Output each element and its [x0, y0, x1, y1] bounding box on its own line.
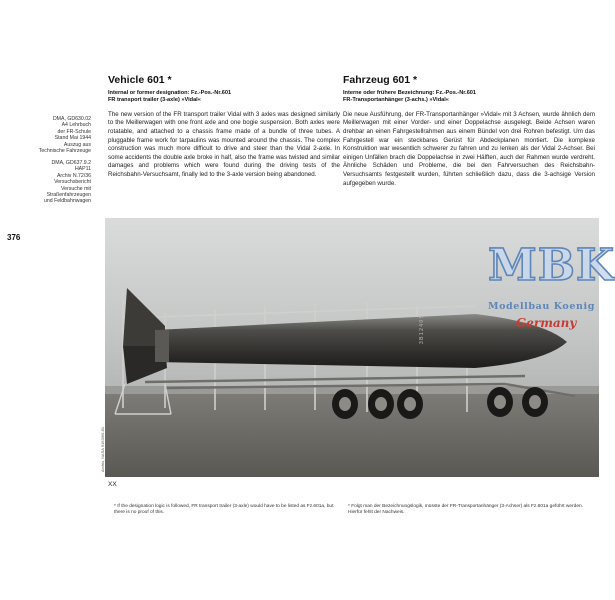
watermark-logo: MBK [488, 240, 615, 291]
margin-note-line: der FR-Schule [57, 128, 91, 135]
margin-note-line: Archiv N.72/36 [56, 172, 91, 179]
margin-note-line: DMA, GD637.9.2 [51, 160, 91, 166]
page-number: 376 [7, 233, 21, 242]
margin-note-line: Auszug aus [63, 141, 91, 148]
margin-note-source-1 [5, 116, 91, 154]
margin-note-source-2 [5, 160, 91, 205]
english-body-text: The new version of the FR transport trailer Vidal with 3 axles was designed similarly to the Meillerwagen with one front axle and one bogie suspension. Both axles were rotatable, and attached to a chassis frame made of a bundle of three tubes. A pluggable frame work for tarpaulins was mounted around the chassis. The complex construction was much more difficult to drive and steer than the Vidal 2-axle. In some accidents the double axle broke in half, also the frame was twisted and similar damages and problems which were found during the driving tests of the Reichsbahn-Versuchsamt, finally led to the 3-axle version being abandoned. [108, 110, 340, 178]
german-body-text: Die neue Ausführung, der FR-Transportanhänger »Vidal« mit 3 Achsen, wurde ähnlich dem Meillerwagen mit einer Vorder- und einer Doppelachse ausgelegt. Beide Achsen waren drehbar an einen Fahrgestellrahmen aus einem Bündel von drei Rohren befestigt. Um das Fahrgestell war ein steckbares Gerüst für Abdeckplanen montiert. Die komplexe Konstruktion war wesentlich schwerer zu fahren und zu lenken als der Vidal 2-Achser. Bei einigen Unfällen brach die Doppelachse in zwei Hälften, auch der Rahmen wurde verdreht. Ähnliche Schäden und Probleme, die bei den Fahrversuchen des Reichsbahn-Versuchsamts festgestellt wurden, führten schließlich dazu, dass die 3-achsige Version aufgegeben wurde. [343, 110, 595, 187]
margin-note-line: Versuchsbericht [54, 179, 91, 186]
rocket-marking: 3 B 1 2 4 0 5 [419, 315, 425, 344]
watermark-script: Germany [516, 316, 577, 330]
photo-caption: XX [108, 481, 117, 488]
english-trailer-name: FR transport trailer (3-axle) »Vidal« [108, 97, 201, 104]
german-designation: Interne oder frühere Bezeichnung: Fz.-Pos.-Nr.601 [343, 90, 477, 96]
english-column [108, 74, 340, 180]
german-column [343, 74, 595, 188]
margin-note-line: A4 Lehrbuch [61, 122, 91, 129]
rocket-body [155, 314, 567, 368]
margin-note-line: und Feldbahnwagen [43, 198, 91, 205]
margin-note-line: Versuche mit [61, 185, 91, 192]
german-footnote: * Folgt man der Bezeichnungslogik, müsste der FR-Transportanhänger (3-Achser) als Fz.601a geführt werden. Hierfür fehlt der Nachweis. [348, 504, 583, 515]
english-title: Vehicle 601 * [108, 74, 172, 86]
german-trailer-name: FR-Transportanhänger (3-achs.) »Vidal« [343, 97, 449, 104]
margin-note-line: HAP11 [74, 166, 91, 173]
watermark-subtitle: Modellbau Koenig [488, 301, 595, 312]
rocket-tail-ring [155, 330, 169, 362]
rear-bogie-wheels [332, 389, 423, 419]
photo-credit: Archiv, NASA 9163/60-81 [100, 426, 105, 472]
english-footnote: * If the designation logic is followed, FR transport trailer (3-axle) would have to be listed as Fz.601a, but there is no proof of this. [114, 504, 334, 515]
margin-note-line: DMA, GD630.02 [52, 116, 91, 122]
margin-note-line: Stand Mai 1944 [54, 135, 91, 142]
margin-note-line: Technische Fahrzeuge [38, 148, 91, 155]
margin-note-line: Straßenfahrzeugen [46, 192, 91, 199]
german-title: Fahrzeug 601 * [343, 74, 418, 86]
english-designation: Internal or former designation: Fz.-Pos.-Nr.601 [108, 90, 232, 96]
